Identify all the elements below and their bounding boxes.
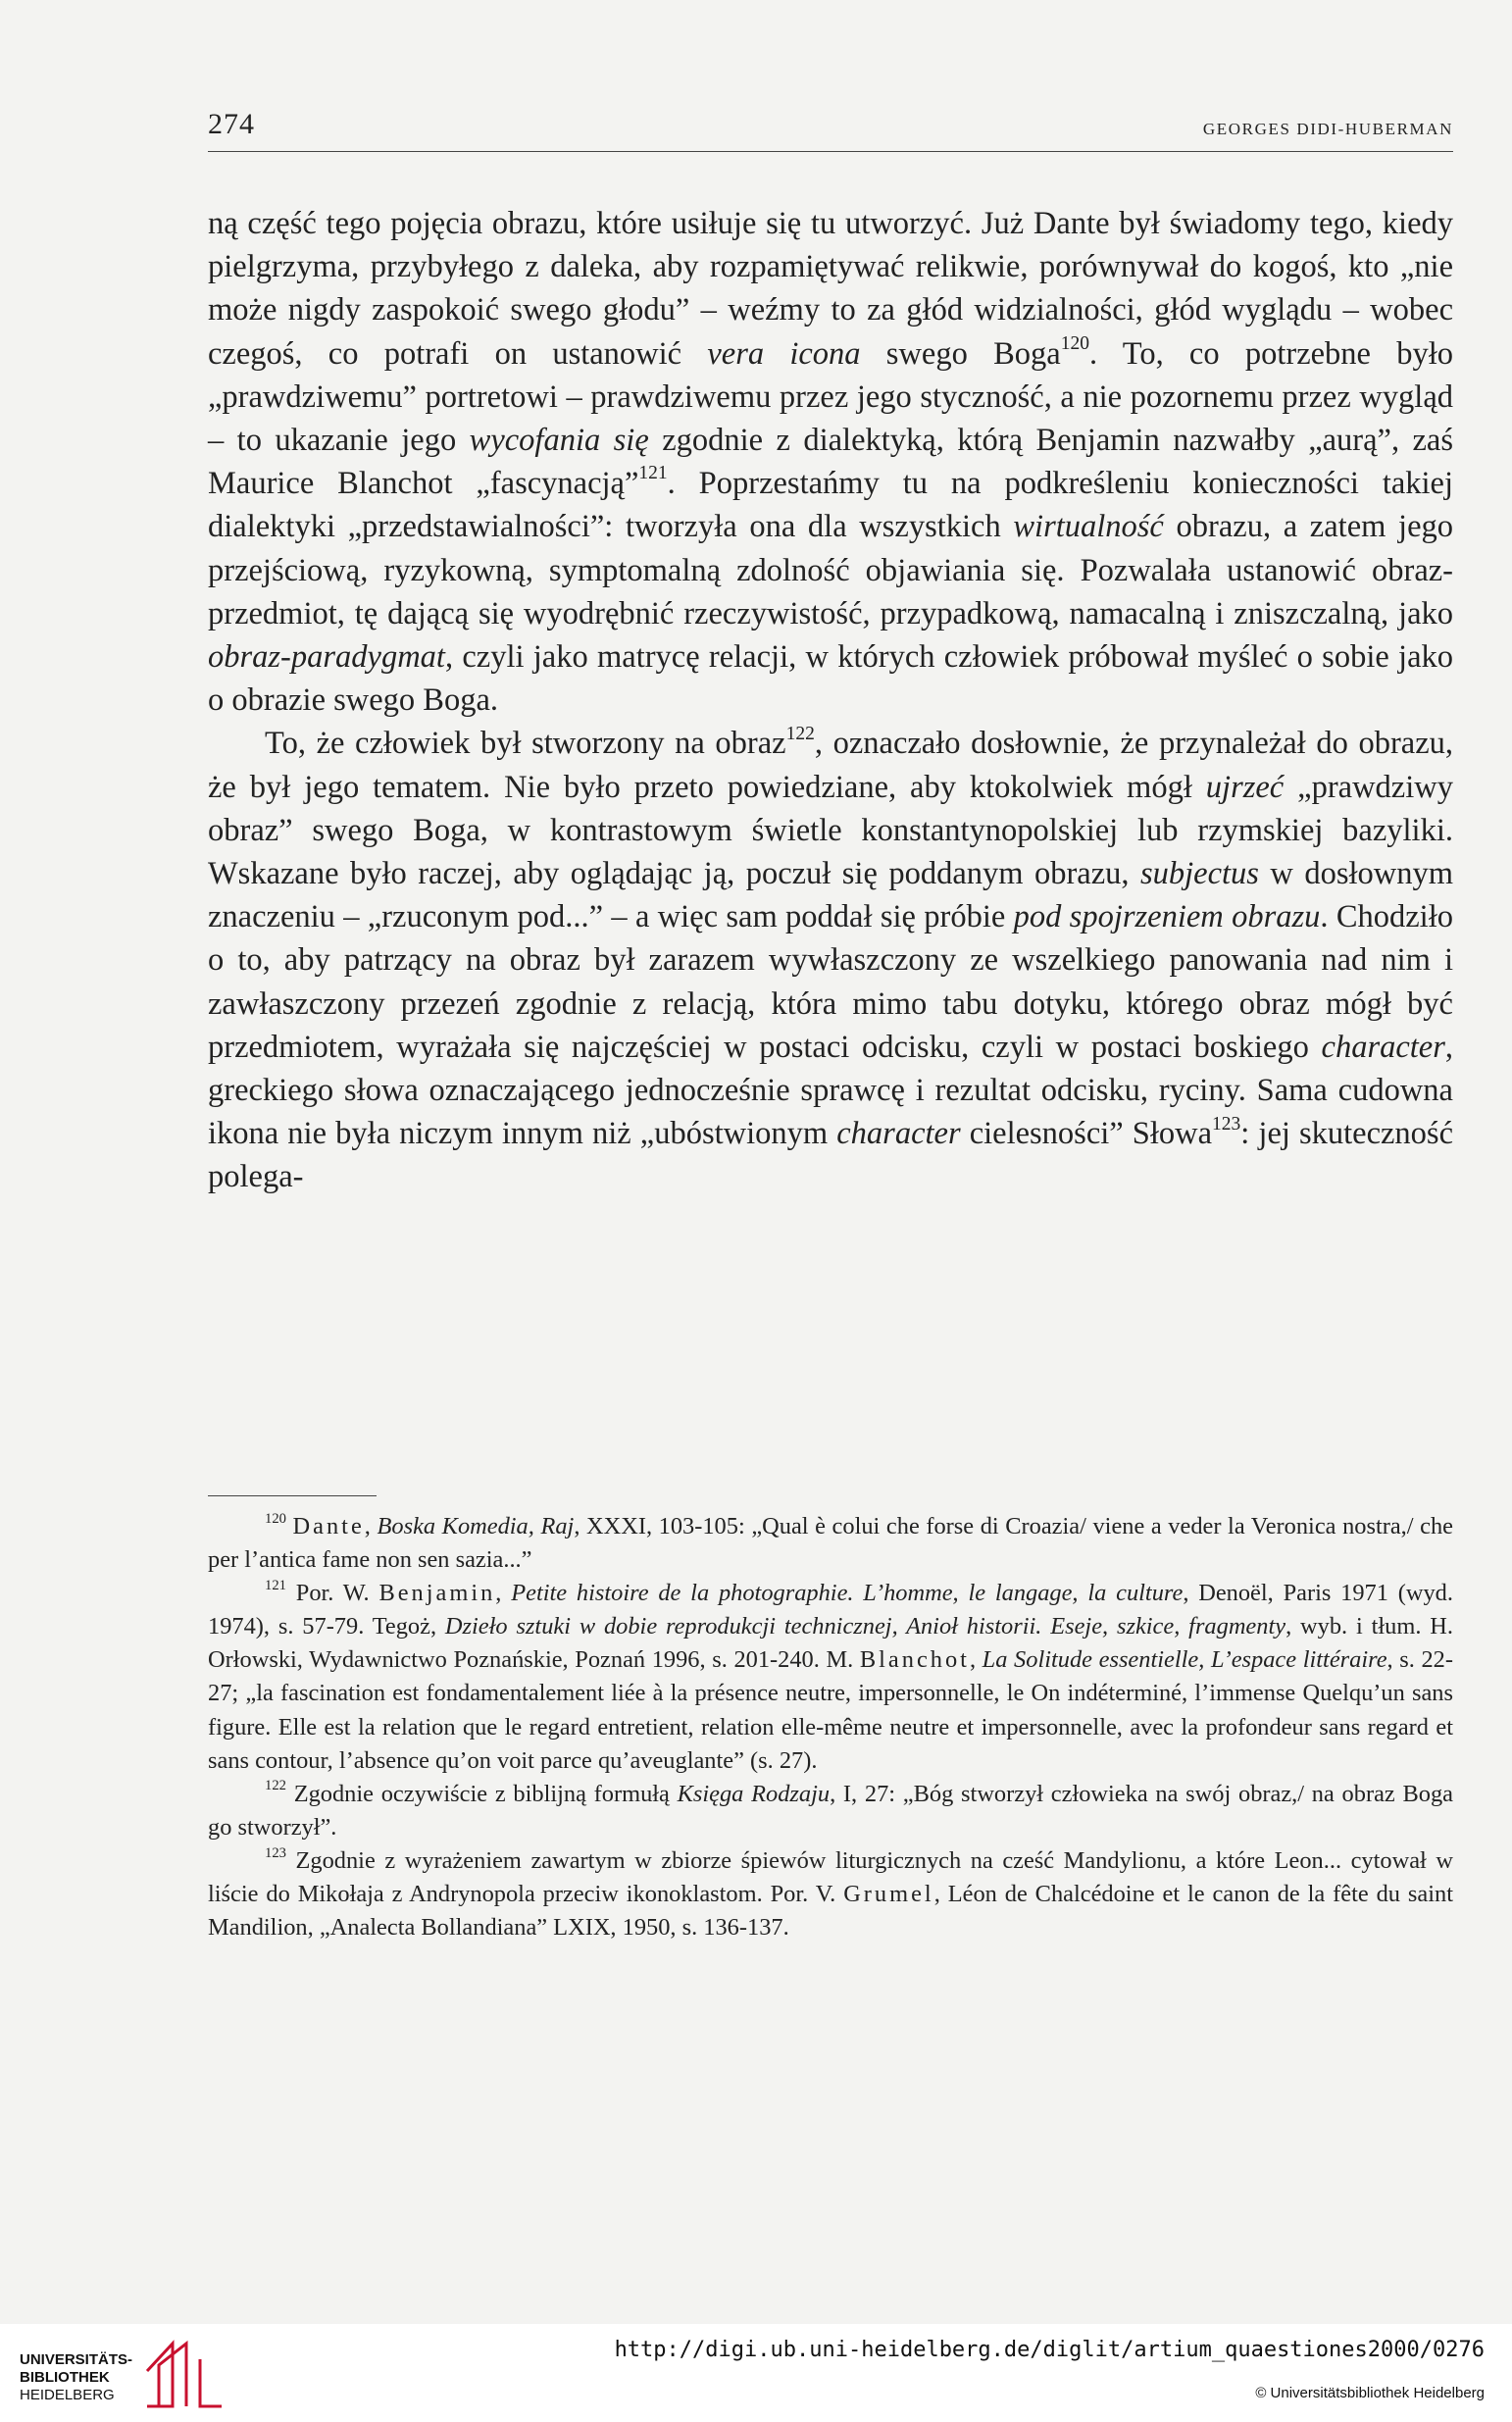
library-logo-mark-icon — [143, 2338, 226, 2412]
footnote-121: $^{121}$ Por. W. Benjamin, Petite histoire de la photographie. L’homme, le langage, la culture, Denoël, Paris 1971 (wyd. 1974), s. 57-79. Tegoż, Dzieło sztuki w dobie reprodukcji technicznej, Anioł historii. Eseje, szkice, fragmenty, wyb. i tłum. H. Orłowski, Wydawnictwo Poznańskie, Poznań 1996, s. 201-240. M. Blanchot, La Solitude essentielle, L’espace littéraire, s. 22-27; „la fascination est fondamentalement liée à la présence neutre, impersonnelle, le On indéterminé, l’immense Quelqu’un sans figure. Elle est la relation que le regard entretient, relation elle-même neutre et impersonnelle, avec la profondeur sans regard et sans contour, l’absence qu’on voit parce qu’aveuglante” (s. 27). — [208, 1577, 1453, 1774]
footnote-120: $^{120}$ Dante, Boska Komedia, Raj, XXXI, 103-105: „Qual è colui che forse di Croazia/ viene a veder la Veronica nostra,/ che per l’antica fame non sen sazia...” — [208, 1510, 1453, 1574]
document-url-link[interactable]: http://digi.ub.uni-heidelberg.de/diglit/artium_quaestiones2000/0276 — [614, 2338, 1485, 2362]
copyright-notice: © Universitätsbibliothek Heidelberg — [1255, 2385, 1485, 2401]
footnote-ref-123[interactable]: 123 — [1212, 1113, 1241, 1135]
footnotes — [208, 1510, 1453, 1944]
page-header — [208, 108, 1453, 152]
footnote-ref-121[interactable]: 121 — [638, 463, 668, 484]
running-head: GEORGES DIDI-HUBERMAN — [1202, 120, 1453, 138]
main-text — [208, 202, 1453, 1199]
footnote-separator — [208, 1495, 377, 1496]
footnote-123: $^{123}$ Zgodnie z wyrażeniem zawartym w zbiorze śpiewów liturgicznych na cześć Mandylionu, a które Leon... cytował w liście do Mikołaja z Andrynopola przeciw ikonoklastom. Por. V. Grumel, Léon de Chalcédoine et le canon de la fête du saint Mandilion, „Analecta Bollandiana” LXIX, 1950, s. 136-137. — [208, 1844, 1453, 1942]
paragraph-1: ną część tego pojęcia obrazu, które usiłuje się tu utworzyć. Już Dante był świadomy tego, kiedy pielgrzyma, przybyłego z daleka, aby rozpamiętywać relikwie, porównywał do kogoś, kto „nie może nigdy zaspokoić swego głodu” – weźmy to za głód widzialności, głód wyglądu – wobec czegoś, co potrafi on ustanowić vera icona swego Boga$^{120}$. To, co potrzebne było „prawdziwemu” portretowi – prawdziwemu przez jego styczność, a nie pozornemu przez wygląd – to ukazanie jego wycofania się zgodnie z dialektyką, którą Benjamin nazwałby „aurą”, zaś Maurice Blanchot „fascynacją”$^{121}$. Poprzestańmy tu na podkreśleniu konieczności takiej dialektyki „przedstawialności”: tworzyła ona dla wszystkich wirtualność obrazu, a zatem jego przejściową, ryzykowną, symptomalną zdolność objawiania się. Pozwalała ustanowić obraz-przedmiot, tę dającą się wyodrębnić rzeczywistość, przypadkową, namacalną i zniszczalną, jako obraz-paradygmat, czyli jako matrycę relacji, w których człowiek próbował myśleć o sobie jako o obrazie swego Boga. — [208, 206, 1454, 719]
footnote-ref-120[interactable]: 120 — [1060, 332, 1089, 354]
page-number: 274 — [208, 108, 255, 140]
footnote-122: $^{122}$ Zgodnie oczywiście z biblijną formułą Księga Rodzaju, I, 27: „Bóg stworzył człowieka na swój obraz,/ na obraz Boga go stworzył”. — [208, 1778, 1453, 1841]
footnote-ref-122[interactable]: 122 — [785, 723, 815, 744]
paragraph-2: To, że człowiek był stworzony na obraz$^{122}$, oznaczało dosłownie, że przynależał do obrazu, że był jego tematem. Nie było przeto powiedziane, aby ktokolwiek mógł ujrzeć „prawdziwy obraz” swego Boga, w kontrastowym świetle konstantynopolskiej lub rzymskiej bazyliki. Wskazane było raczej, aby oglądając ją, poczuł się poddanym obrazu, subjectus w dosłownym znaczeniu – „rzuconym pod...” – a więc sam poddał się próbie pod spojrzeniem obrazu. Chodziło o to, aby patrzący na obraz był zarazem wywłaszczony ze wszelkiego panowania nad nim i zawłaszczony przezeń zgodnie z relacją, która mimo tabu dotyku, którego obraz mógł być przedmiotem, wyrażała się najczęściej w postaci odcisku, czyli w postaci boskiego character, greckiego słowa oznaczającego jednocześnie sprawcę i rezultat odcisku, ryciny. Sama cudowna ikona nie była niczym innym niż „ubóstwionym character cielesności” Słowa$^{123}$: jej skuteczność polega- — [208, 723, 1454, 1195]
library-footer — [0, 2324, 1512, 2422]
logo-text: UNIVERSITÄTS- BIBLIOTHEK HEIDELBERG — [20, 2351, 133, 2403]
library-logo[interactable] — [20, 2332, 235, 2414]
